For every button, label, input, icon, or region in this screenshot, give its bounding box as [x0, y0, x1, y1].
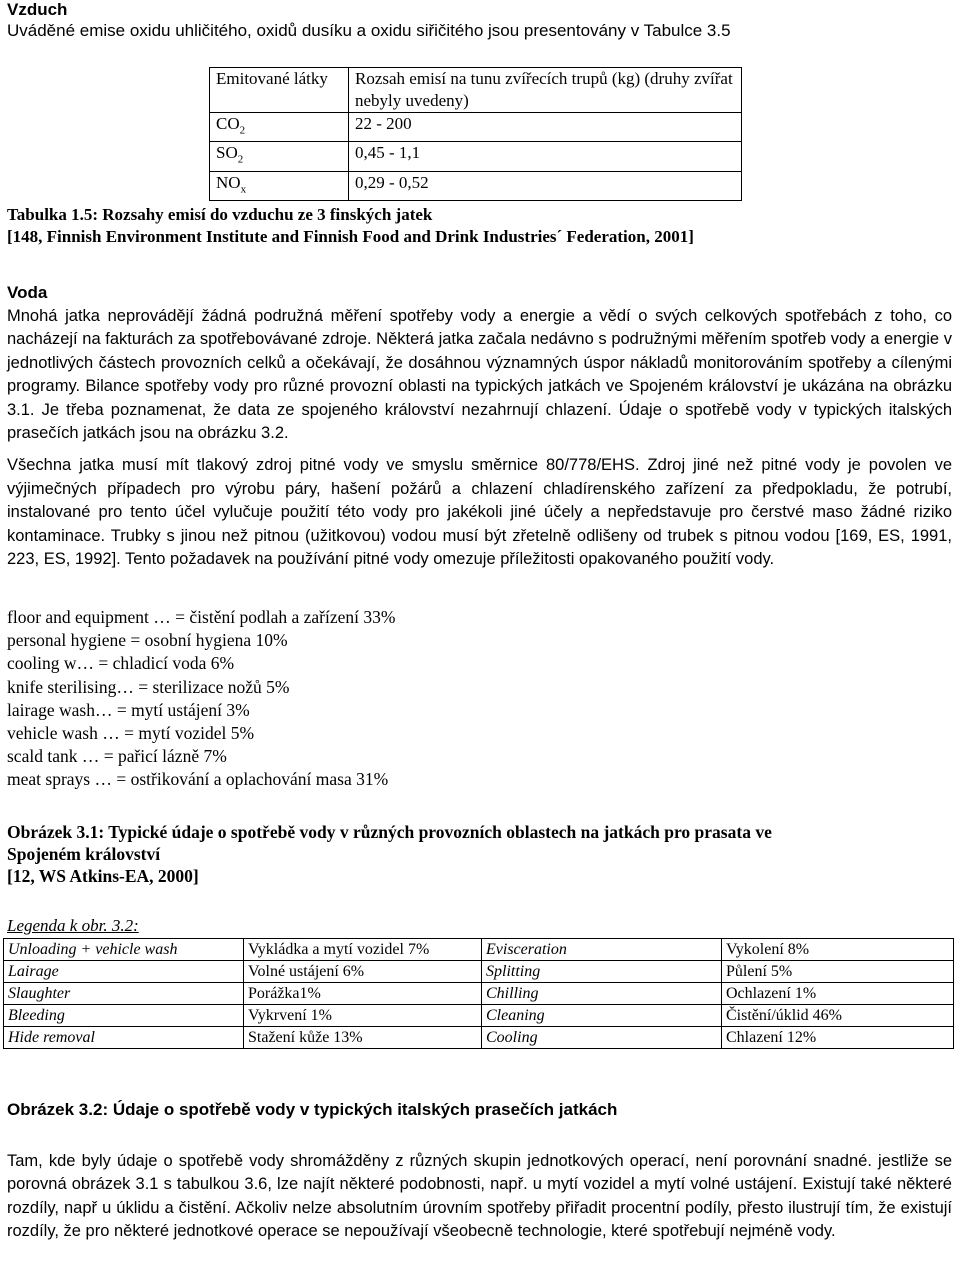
legend-cz-cell: Stažení kůže 13% — [244, 1027, 482, 1049]
list-item: cooling w… = chladicí voda 6% — [7, 653, 235, 674]
table-caption — [7, 205, 694, 247]
figure1-caption-line: Spojeném království — [7, 844, 161, 864]
table-row — [210, 142, 742, 171]
legend-cz-cell: Čistění/úklid 46% — [722, 1005, 954, 1027]
table-header-substance: Emitované látky — [210, 68, 349, 113]
list-item: meat sprays … = ostřikování a oplachování masa 31% — [7, 769, 389, 790]
table-row — [4, 1005, 954, 1027]
table-row — [210, 171, 742, 200]
legend-en-cell: Slaughter — [4, 983, 244, 1005]
table-row — [4, 1027, 954, 1049]
legend-en-cell: Hide removal — [4, 1027, 244, 1049]
legend-en-cell: Chilling — [482, 983, 722, 1005]
air-heading: Vzduch — [7, 0, 68, 19]
figure2-legend-table — [3, 938, 954, 1049]
table-caption-source: [148, Finnish Environment Institute and Finnish Food and Drink Industries´ Federation, 2001] — [7, 227, 694, 246]
water-paragraph-2: Všechna jatka musí mít tlakový zdroj pitné vody ve smyslu směrnice 80/778/EHS. Zdroj jiné než pitné vody je povolen ve výjimečných případech pro výrobu páry, hašení požárů a chlazení chladírenského zařízení za předpokladu, že potrubí, instalované pro tento účel vylučuje použití této vody pro jakékoli jiné účely a nepředstavuje pro čerstvé maso žádné riziko kontaminace. Trubky s jinou než pitnou (užitkovou) vodou musí být zřetelně odlišeny od trubek s pitnou vodou [169, ES, 1991, 223, ES, 1992]. Tento požadavek na používání pitné vody omezuje příležitosti opakovaného použití vody. — [7, 456, 952, 569]
legend-en-cell: Bleeding — [4, 1005, 244, 1027]
substance-cell: $SO_2$ — [210, 142, 349, 171]
table-row — [4, 961, 954, 983]
list-item: knife sterilising… = sterilizace nožů 5% — [7, 676, 290, 697]
table-row — [4, 983, 954, 1005]
legend-en-cell: Splitting — [482, 961, 722, 983]
substance-cell: $CO_2$ — [210, 113, 349, 142]
legend-cz-cell: Půlení 5% — [722, 961, 954, 983]
figure1-caption-line: Obrázek 3.1: Typické údaje o spotřebě vody v různých provozních oblastech na jatkách pro prasata ve — [7, 822, 772, 842]
figure2-caption: Obrázek 3.2: Údaje o spotřebě vody v typických italských prasečích jatkách — [7, 1100, 618, 1119]
closing-body — [7, 1150, 952, 1244]
legend-cz-cell: Chlazení 12% — [722, 1027, 954, 1049]
legend-en-cell: Evisceration — [482, 939, 722, 961]
figure1-legend — [7, 606, 395, 792]
figure1-caption — [7, 821, 772, 887]
table-row — [4, 939, 954, 961]
legend-cz-cell: Vykrvení 1% — [244, 1005, 482, 1027]
list-item: personal hygiene = osobní hygiena 10% — [7, 630, 288, 651]
water-heading: Voda — [7, 283, 48, 302]
emissions-table — [209, 67, 742, 201]
water-body — [7, 305, 952, 571]
water-paragraph-1: Mnohá jatka neprovádějí žádná podružná měření spotřeby vody a energie a vědí o svých celkových spotřebách z toho, co nacházejí na fakturách za spotřebovávané zdroje. Některá jatka začala nedávno s podružnými měřením spotřeb vody a energie v jednotlivých částech provozních celků a očekávají, že dosáhnou významných úspor nákladů monitorováním spotřeby a cílenými programy. Bilance spotřeby vody pro různé provozní oblasti na typických jatkách ve Spojeném království je ukázána na obrázku 3.1. Je třeba poznamenat, že data ze spojeného království nezahrnují chlazení. Údaje o spotřebě vody v typických italských prasečích jatkách jsou na obrázku 3.2. — [7, 307, 952, 443]
substance-cell: $NO_x$ — [210, 171, 349, 200]
table-caption-title: Tabulka 1.5: Rozsahy emisí do vzduchu ze 3 finských jatek — [7, 205, 433, 224]
legend-cz-cell: Vykládka a mytí vozidel 7% — [244, 939, 482, 961]
legend-en-cell: Unloading + vehicle wash — [4, 939, 244, 961]
list-item: vehicle wash … = mytí vozidel 5% — [7, 723, 255, 744]
table-header-range: Rozsah emisí na tunu zvířecích trupů (kg) (druhy zvířat nebyly uvedeny) — [349, 68, 742, 113]
figure2-legend-title: Legenda k obr. 3.2: — [7, 916, 139, 935]
legend-en-cell: Cooling — [482, 1027, 722, 1049]
table-row — [210, 113, 742, 142]
legend-cz-cell: Vykolení 8% — [722, 939, 954, 961]
legend-cz-cell: Volné ustájení 6% — [244, 961, 482, 983]
range-cell: 22 - 200 — [349, 113, 742, 142]
closing-paragraph: Tam, kde byly údaje o spotřebě vody shromážděny z různých skupin jednotkových operací, není porovnání snadné. jestliže se porovná obrázek 3.1 s tabulkou 3.6, lze najít některé podobnosti, např. u mytí vozidel a mytí volné ustájení. Existují také některé rozdíly, např u úklidu a čistění. Ačkoliv nelze absolutním úrovním spotřeby přiřadit procentní podíly, přesto ilustrují tím, že existují rozdíly, že pro některé jednotkové operace se nepoužívají všeobecně technologie, které spotřebují nejméně vody. — [7, 1152, 952, 1241]
legend-en-cell: Lairage — [4, 961, 244, 983]
table-header-row — [210, 68, 742, 113]
list-item: floor and equipment … = čistění podlah a zařízení 33% — [7, 607, 396, 627]
legend-cz-cell: Ochlazení 1% — [722, 983, 954, 1005]
legend-en-cell: Cleaning — [482, 1005, 722, 1027]
figure1-caption-line: [12, WS Atkins-EA, 2000] — [7, 866, 199, 886]
legend-cz-cell: Porážka1% — [244, 983, 482, 1005]
list-item: lairage wash… = mytí ustájení 3% — [7, 699, 250, 720]
air-intro: Uváděné emise oxidu uhličitého, oxidů dusíku a oxidu siřičitého jsou presentovány v Tabulce 3.5 — [7, 21, 731, 40]
range-cell: 0,29 - 0,52 — [349, 171, 742, 200]
range-cell: 0,45 - 1,1 — [349, 142, 742, 171]
list-item: scald tank … = pařicí lázně 7% — [7, 746, 227, 767]
